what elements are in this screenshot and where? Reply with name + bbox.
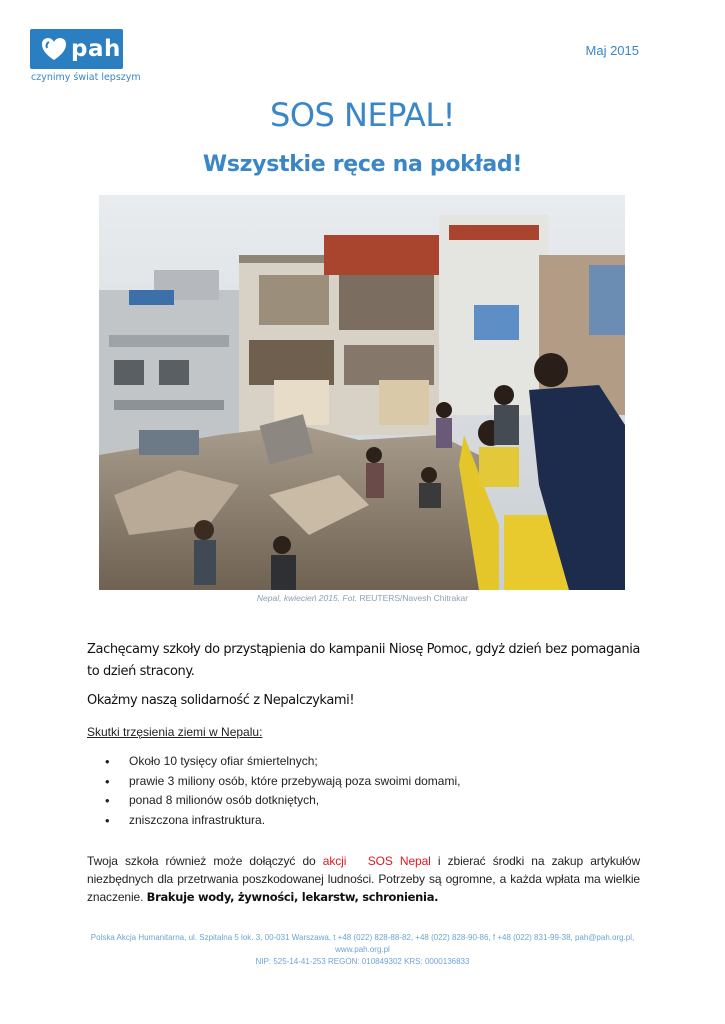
list-item: • zniszczona infrastruktura. (105, 811, 460, 831)
footer-registration: NIP: 525-14-41-253 REGON: 010849302 KRS: 0000136833 (255, 957, 470, 966)
intro-paragraph: Zachęcamy szkoły do przystąpienia do kampanii Niosę Pomoc, gdyż dzień bez pomagania to dzień stracony. (87, 642, 640, 679)
caption-credit: REUTERS/Navesh Chitrakar (357, 593, 469, 603)
heart-logo-icon (39, 35, 69, 63)
page-title: SOS NEPAL! (270, 96, 455, 134)
page-subtitle: Wszystkie ręce na pokład! (202, 152, 523, 177)
document-date: Maj 2015 (585, 43, 639, 58)
cta-akcji: akcji (322, 854, 347, 868)
footer-address: Polska Akcja Humanitarna, ul. Szpitalna 5 lok. 3, 00-031 Warszawa, t +48 (022) 828-88-82, +48 (022) 828-90-86, f +48 (022) 831-99-38, pah@pah.org.pl, (90, 933, 635, 942)
cta-text-middle: i zbierać środki na zakup artykułów niezbędnych dla przetrwania poszkodowanej ludności. Potrzeby są ogromne, a każda wpłata ma wielkie znaczenie. (87, 854, 641, 904)
caption-italic: Nepal, kwiecień 2015. Fot. (256, 593, 358, 603)
cta-text-start: Twoja szkoła również może dołączyć do (87, 854, 323, 868)
earthquake-photo (99, 195, 625, 590)
list-item: • prawie 3 miliony osób, które przebywają poza swoimi domami, (105, 772, 460, 792)
footer-website: www.pah.org.pl (335, 945, 390, 954)
tagline: czynimy świat lepszym (31, 72, 141, 83)
list-item: • Około 10 tysięcy ofiar śmiertelnych; (105, 752, 460, 772)
cta-needs: Brakuje wody, żywności, lekarstw, schronienia. (146, 890, 439, 904)
solidarity-line: Okażmy naszą solidarność z Nepalczykami! (87, 693, 355, 708)
section-title: Skutki trzęsienia ziemi w Nepalu: (87, 725, 263, 739)
list-item: • ponad 8 milionów osób dotkniętych, (105, 791, 460, 811)
call-to-action-paragraph (87, 852, 640, 906)
photo-caption (0, 593, 725, 603)
cta-sos-nepal: SOS Nepal (367, 854, 431, 868)
logo-text: pah (71, 36, 121, 62)
earthquake-scene-image (99, 195, 625, 590)
pah-logo (30, 29, 123, 69)
effects-list (105, 752, 460, 830)
